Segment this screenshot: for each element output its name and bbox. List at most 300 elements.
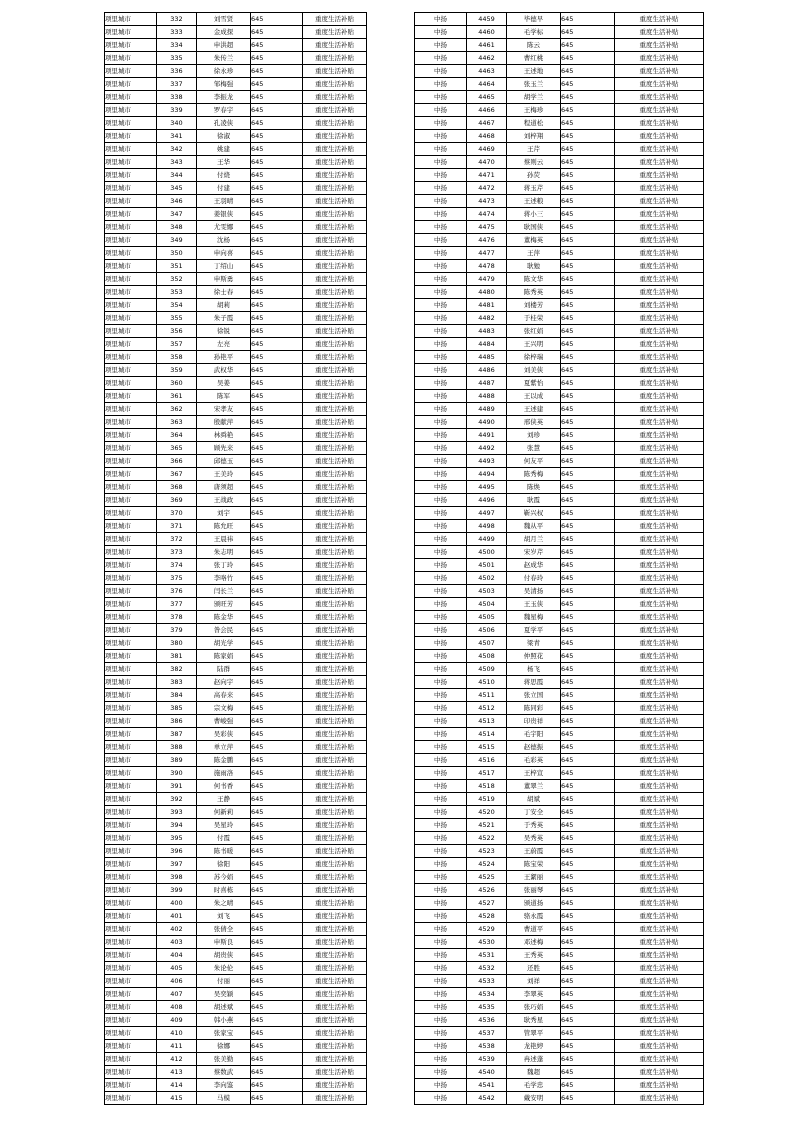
name-cell: 付丽	[197, 975, 251, 988]
region-cell: 中扬	[415, 26, 467, 39]
serial-cell: 4519	[467, 793, 507, 806]
name-cell: 马模	[197, 1092, 251, 1105]
name-cell: 施雨洛	[197, 767, 251, 780]
serial-cell: 4508	[467, 650, 507, 663]
table-row	[415, 156, 704, 169]
serial-cell: 353	[157, 286, 197, 299]
table-row	[415, 949, 704, 962]
amount-cell: 645	[251, 403, 303, 416]
subsidy-type-cell: 重度生活补贴	[303, 832, 367, 845]
serial-cell: 405	[157, 962, 197, 975]
table-row	[415, 286, 704, 299]
name-cell: 徐阳	[197, 858, 251, 871]
region-cell: 中扬	[415, 325, 467, 338]
name-cell: 毛彩英	[507, 754, 561, 767]
region-cell: 项里城市	[105, 598, 157, 611]
table-row	[105, 845, 367, 858]
serial-cell: 401	[157, 910, 197, 923]
subsidy-type-cell: 重度生活补贴	[615, 910, 704, 923]
region-cell: 项里城市	[105, 1092, 157, 1105]
amount-cell: 645	[561, 182, 615, 195]
name-cell: 殷献萍	[197, 416, 251, 429]
region-cell: 项里城市	[105, 195, 157, 208]
region-cell: 中扬	[415, 897, 467, 910]
subsidy-type-cell: 重度生活补贴	[303, 611, 367, 624]
subsidy-type-cell: 重度生活补贴	[615, 650, 704, 663]
table-row	[415, 988, 704, 1001]
amount-cell: 645	[561, 1014, 615, 1027]
table-row	[105, 351, 367, 364]
table-row	[415, 494, 704, 507]
table-row	[415, 962, 704, 975]
name-cell: 王羽晴	[197, 195, 251, 208]
name-cell: 申斯良	[197, 936, 251, 949]
serial-cell: 4505	[467, 611, 507, 624]
name-cell: 陈金鹏	[197, 754, 251, 767]
name-cell: 吴奕颖	[197, 988, 251, 1001]
name-cell: 赵成华	[507, 559, 561, 572]
subsidy-type-cell: 重度生活补贴	[303, 52, 367, 65]
name-cell: 毛学忠	[507, 1079, 561, 1092]
table-row	[105, 819, 367, 832]
name-cell: 曹道平	[507, 923, 561, 936]
region-cell: 中扬	[415, 1053, 467, 1066]
name-cell: 张美勤	[197, 1053, 251, 1066]
serial-cell: 4502	[467, 572, 507, 585]
subsidy-type-cell: 重度生活补贴	[303, 195, 367, 208]
table-row	[105, 637, 367, 650]
region-cell: 项里城市	[105, 546, 157, 559]
name-cell: 蔡数武	[197, 1066, 251, 1079]
name-cell: 陈秀英	[507, 286, 561, 299]
region-cell: 中扬	[415, 1040, 467, 1053]
name-cell: 刘楼芳	[507, 299, 561, 312]
name-cell: 耿勉	[507, 260, 561, 273]
subsidy-type-cell: 重度生活补贴	[615, 806, 704, 819]
amount-cell: 645	[561, 559, 615, 572]
table-row	[105, 312, 367, 325]
name-cell: 姜银侠	[197, 208, 251, 221]
table-row	[105, 65, 367, 78]
amount-cell: 645	[561, 1001, 615, 1014]
table-row	[105, 208, 367, 221]
name-cell: 昝会民	[197, 624, 251, 637]
table-row	[105, 962, 367, 975]
subsidy-type-cell: 重度生活补贴	[303, 585, 367, 598]
serial-cell: 372	[157, 533, 197, 546]
table-row	[415, 819, 704, 832]
table-row	[415, 663, 704, 676]
amount-cell: 645	[251, 507, 303, 520]
name-cell: 刘美侠	[507, 364, 561, 377]
table-row	[415, 637, 704, 650]
subsidy-type-cell: 重度生活补贴	[303, 806, 367, 819]
table-row	[105, 793, 367, 806]
serial-cell: 4531	[467, 949, 507, 962]
subsidy-type-cell: 重度生活补贴	[303, 598, 367, 611]
amount-cell: 645	[251, 1066, 303, 1079]
serial-cell: 359	[157, 364, 197, 377]
subsidy-type-cell: 重度生活补贴	[303, 624, 367, 637]
region-cell: 项里城市	[105, 117, 157, 130]
name-cell: 夏紫怡	[507, 377, 561, 390]
amount-cell: 645	[561, 702, 615, 715]
region-cell: 项里城市	[105, 910, 157, 923]
serial-cell: 361	[157, 390, 197, 403]
subsidy-type-cell: 重度生活补贴	[615, 897, 704, 910]
region-cell: 中扬	[415, 273, 467, 286]
region-cell: 项里城市	[105, 312, 157, 325]
subsidy-type-cell: 重度生活补贴	[615, 13, 704, 26]
subsidy-type-cell: 重度生活补贴	[303, 754, 367, 767]
name-cell: 陈焕	[507, 481, 561, 494]
subsidy-type-cell: 重度生活补贴	[615, 377, 704, 390]
subsidy-type-cell: 重度生活补贴	[303, 455, 367, 468]
region-cell: 中扬	[415, 845, 467, 858]
subsidy-type-cell: 重度生活补贴	[303, 780, 367, 793]
serial-cell: 4487	[467, 377, 507, 390]
table-row	[105, 13, 367, 26]
name-cell: 王述地	[507, 65, 561, 78]
table-row	[105, 286, 367, 299]
name-cell: 仲照花	[507, 650, 561, 663]
serial-cell: 4475	[467, 221, 507, 234]
amount-cell: 645	[251, 923, 303, 936]
subsidy-type-cell: 重度生活补贴	[615, 936, 704, 949]
table-row	[415, 221, 704, 234]
table-row	[105, 1066, 367, 1079]
name-cell: 王兴明	[507, 338, 561, 351]
amount-cell: 645	[251, 468, 303, 481]
amount-cell: 645	[561, 221, 615, 234]
subsidy-type-cell: 重度生活补贴	[615, 819, 704, 832]
amount-cell: 645	[561, 455, 615, 468]
region-cell: 项里城市	[105, 741, 157, 754]
region-cell: 项里城市	[105, 611, 157, 624]
name-cell: 付建	[197, 182, 251, 195]
subsidy-type-cell: 重度生活补贴	[615, 312, 704, 325]
serial-cell: 4534	[467, 988, 507, 1001]
name-cell: 孔凌侠	[197, 117, 251, 130]
subsidy-type-cell: 重度生活补贴	[303, 169, 367, 182]
amount-cell: 645	[561, 858, 615, 871]
subsidy-type-cell: 重度生活补贴	[615, 247, 704, 260]
serial-cell: 411	[157, 1040, 197, 1053]
table-row	[415, 676, 704, 689]
region-cell: 中扬	[415, 520, 467, 533]
region-cell: 中扬	[415, 494, 467, 507]
amount-cell: 645	[251, 871, 303, 884]
region-cell: 中扬	[415, 169, 467, 182]
serial-cell: 345	[157, 182, 197, 195]
region-cell: 中扬	[415, 208, 467, 221]
name-cell: 耿国侠	[507, 221, 561, 234]
serial-cell: 377	[157, 598, 197, 611]
subsidy-type-cell: 重度生活补贴	[615, 949, 704, 962]
subsidy-type-cell: 重度生活补贴	[303, 78, 367, 91]
subsidy-type-cell: 重度生活补贴	[303, 26, 367, 39]
subsidy-type-cell: 重度生活补贴	[303, 91, 367, 104]
table-row	[105, 39, 367, 52]
table-row	[415, 1053, 704, 1066]
serial-cell: 4476	[467, 234, 507, 247]
serial-cell: 4535	[467, 1001, 507, 1014]
name-cell: 朱论伦	[197, 962, 251, 975]
name-cell: 陈同彩	[507, 702, 561, 715]
serial-cell: 383	[157, 676, 197, 689]
amount-cell: 645	[251, 637, 303, 650]
name-cell: 赵向宇	[197, 676, 251, 689]
name-cell: 程道松	[507, 117, 561, 130]
table-row	[105, 975, 367, 988]
right-roster-body	[415, 13, 704, 1105]
table-row	[415, 403, 704, 416]
amount-cell: 645	[561, 273, 615, 286]
subsidy-type-cell: 重度生活补贴	[615, 962, 704, 975]
subsidy-type-cell: 重度生活补贴	[615, 858, 704, 871]
region-cell: 项里城市	[105, 143, 157, 156]
amount-cell: 645	[251, 195, 303, 208]
table-row	[415, 806, 704, 819]
table-row	[415, 455, 704, 468]
serial-cell: 4463	[467, 65, 507, 78]
region-cell: 中扬	[415, 884, 467, 897]
region-cell: 中扬	[415, 429, 467, 442]
table-row	[415, 390, 704, 403]
region-cell: 项里城市	[105, 260, 157, 273]
amount-cell: 645	[251, 741, 303, 754]
subsidy-type-cell: 重度生活补贴	[303, 637, 367, 650]
subsidy-type-cell: 重度生活补贴	[303, 871, 367, 884]
serial-cell: 4536	[467, 1014, 507, 1027]
subsidy-type-cell: 重度生活补贴	[615, 1014, 704, 1027]
subsidy-type-cell: 重度生活补贴	[615, 130, 704, 143]
subsidy-type-cell: 重度生活补贴	[615, 416, 704, 429]
serial-cell: 4478	[467, 260, 507, 273]
serial-cell: 4469	[467, 143, 507, 156]
serial-cell: 4498	[467, 520, 507, 533]
table-row	[105, 910, 367, 923]
amount-cell: 645	[251, 962, 303, 975]
region-cell: 项里城市	[105, 767, 157, 780]
serial-cell: 4513	[467, 715, 507, 728]
amount-cell: 645	[561, 130, 615, 143]
amount-cell: 645	[251, 247, 303, 260]
table-row	[415, 975, 704, 988]
amount-cell: 645	[561, 338, 615, 351]
name-cell: 颁道扬	[507, 897, 561, 910]
amount-cell: 645	[251, 676, 303, 689]
name-cell: 王絮丽	[507, 871, 561, 884]
name-cell: 沈杨	[197, 234, 251, 247]
serial-cell: 400	[157, 897, 197, 910]
amount-cell: 645	[561, 780, 615, 793]
serial-cell: 4512	[467, 702, 507, 715]
amount-cell: 645	[561, 1053, 615, 1066]
table-row	[415, 884, 704, 897]
region-cell: 中扬	[415, 793, 467, 806]
table-row	[415, 260, 704, 273]
subsidy-type-cell: 重度生活补贴	[303, 13, 367, 26]
left-roster-body	[105, 13, 367, 1105]
name-cell: 曹红桃	[507, 52, 561, 65]
table-row	[105, 104, 367, 117]
subsidy-type-cell: 重度生活补贴	[615, 325, 704, 338]
subsidy-type-cell: 重度生活补贴	[303, 1027, 367, 1040]
subsidy-type-cell: 重度生活补贴	[303, 494, 367, 507]
subsidy-type-cell: 重度生活补贴	[615, 624, 704, 637]
region-cell: 项里城市	[105, 559, 157, 572]
name-cell: 申洪超	[197, 39, 251, 52]
serial-cell: 4532	[467, 962, 507, 975]
name-cell: 邓述梅	[507, 936, 561, 949]
serial-cell: 403	[157, 936, 197, 949]
serial-cell: 340	[157, 117, 197, 130]
name-cell: 魏超	[507, 1066, 561, 1079]
table-row	[105, 806, 367, 819]
name-cell: 孙荧	[507, 169, 561, 182]
amount-cell: 645	[561, 39, 615, 52]
amount-cell: 645	[561, 845, 615, 858]
amount-cell: 645	[561, 598, 615, 611]
amount-cell: 645	[251, 572, 303, 585]
serial-cell: 414	[157, 1079, 197, 1092]
table-row	[105, 546, 367, 559]
table-row	[105, 585, 367, 598]
table-row	[105, 507, 367, 520]
amount-cell: 645	[251, 533, 303, 546]
region-cell: 项里城市	[105, 13, 157, 26]
amount-cell: 645	[561, 260, 615, 273]
name-cell: 张巧娟	[507, 1001, 561, 1014]
amount-cell: 645	[251, 130, 303, 143]
subsidy-type-cell: 重度生活补贴	[615, 390, 704, 403]
name-cell: 刘飞	[197, 910, 251, 923]
subsidy-type-cell: 重度生活补贴	[615, 1001, 704, 1014]
region-cell: 中扬	[415, 975, 467, 988]
amount-cell: 645	[251, 156, 303, 169]
region-cell: 中扬	[415, 741, 467, 754]
table-row	[105, 481, 367, 494]
serial-cell: 4466	[467, 104, 507, 117]
region-cell: 项里城市	[105, 364, 157, 377]
table-row	[415, 143, 704, 156]
table-row	[105, 338, 367, 351]
subsidy-type-cell: 重度生活补贴	[303, 312, 367, 325]
serial-cell: 4461	[467, 39, 507, 52]
table-row	[415, 936, 704, 949]
subsidy-type-cell: 重度生活补贴	[615, 143, 704, 156]
region-cell: 项里城市	[105, 156, 157, 169]
subsidy-type-cell: 重度生活补贴	[303, 377, 367, 390]
subsidy-type-cell: 重度生活补贴	[303, 221, 367, 234]
serial-cell: 342	[157, 143, 197, 156]
region-cell: 中扬	[415, 1014, 467, 1027]
amount-cell: 645	[561, 546, 615, 559]
subsidy-type-cell: 重度生活补贴	[303, 429, 367, 442]
subsidy-type-cell: 重度生活补贴	[303, 1092, 367, 1105]
region-cell: 项里城市	[105, 325, 157, 338]
table-row	[415, 78, 704, 91]
region-cell: 中扬	[415, 806, 467, 819]
serial-cell: 4527	[467, 897, 507, 910]
amount-cell: 645	[561, 884, 615, 897]
amount-cell: 645	[251, 1001, 303, 1014]
name-cell: 闫长兰	[197, 585, 251, 598]
table-row	[105, 429, 367, 442]
name-cell: 苏今娟	[197, 871, 251, 884]
subsidy-type-cell: 重度生活补贴	[303, 949, 367, 962]
region-cell: 项里城市	[105, 169, 157, 182]
subsidy-type-cell: 重度生活补贴	[615, 182, 704, 195]
name-cell: 邢侠英	[507, 416, 561, 429]
amount-cell: 645	[561, 936, 615, 949]
serial-cell: 399	[157, 884, 197, 897]
name-cell: 胡贵侠	[197, 949, 251, 962]
subsidy-type-cell: 重度生活补贴	[615, 728, 704, 741]
left-roster-table	[104, 12, 367, 1105]
region-cell: 中扬	[415, 260, 467, 273]
name-cell: 胡斌	[507, 793, 561, 806]
name-cell: 靳兴权	[507, 507, 561, 520]
subsidy-type-cell: 重度生活补贴	[615, 585, 704, 598]
name-cell: 高春来	[197, 689, 251, 702]
region-cell: 项里城市	[105, 689, 157, 702]
name-cell: 王述粮	[507, 195, 561, 208]
name-cell: 宋孝友	[197, 403, 251, 416]
table-row	[105, 650, 367, 663]
serial-cell: 346	[157, 195, 197, 208]
subsidy-type-cell: 重度生活补贴	[615, 663, 704, 676]
name-cell: 王美玲	[197, 468, 251, 481]
serial-cell: 412	[157, 1053, 197, 1066]
name-cell: 何友平	[507, 455, 561, 468]
amount-cell: 645	[561, 377, 615, 390]
region-cell: 项里城市	[105, 728, 157, 741]
table-row	[415, 1027, 704, 1040]
table-row	[415, 1092, 704, 1105]
serial-cell: 4465	[467, 91, 507, 104]
serial-cell: 4533	[467, 975, 507, 988]
serial-cell: 4504	[467, 598, 507, 611]
table-row	[105, 260, 367, 273]
subsidy-type-cell: 重度生活补贴	[303, 247, 367, 260]
subsidy-type-cell: 重度生活补贴	[303, 1014, 367, 1027]
amount-cell: 645	[561, 26, 615, 39]
subsidy-type-cell: 重度生活补贴	[303, 143, 367, 156]
subsidy-type-cell: 重度生活补贴	[303, 481, 367, 494]
name-cell: 戴安明	[507, 1092, 561, 1105]
table-row	[105, 533, 367, 546]
name-cell: 冉述蓬	[507, 1053, 561, 1066]
region-cell: 中扬	[415, 286, 467, 299]
region-cell: 项里城市	[105, 806, 157, 819]
table-row	[105, 936, 367, 949]
table-row	[105, 1027, 367, 1040]
serial-cell: 4526	[467, 884, 507, 897]
table-row	[415, 845, 704, 858]
name-cell: 耿霞	[507, 494, 561, 507]
subsidy-type-cell: 重度生活补贴	[615, 117, 704, 130]
region-cell: 中扬	[415, 312, 467, 325]
region-cell: 项里城市	[105, 507, 157, 520]
amount-cell: 645	[561, 624, 615, 637]
name-cell: 陈宝荣	[507, 858, 561, 871]
serial-cell: 4493	[467, 455, 507, 468]
name-cell: 印贵祥	[507, 715, 561, 728]
amount-cell: 645	[561, 520, 615, 533]
table-row	[105, 26, 367, 39]
